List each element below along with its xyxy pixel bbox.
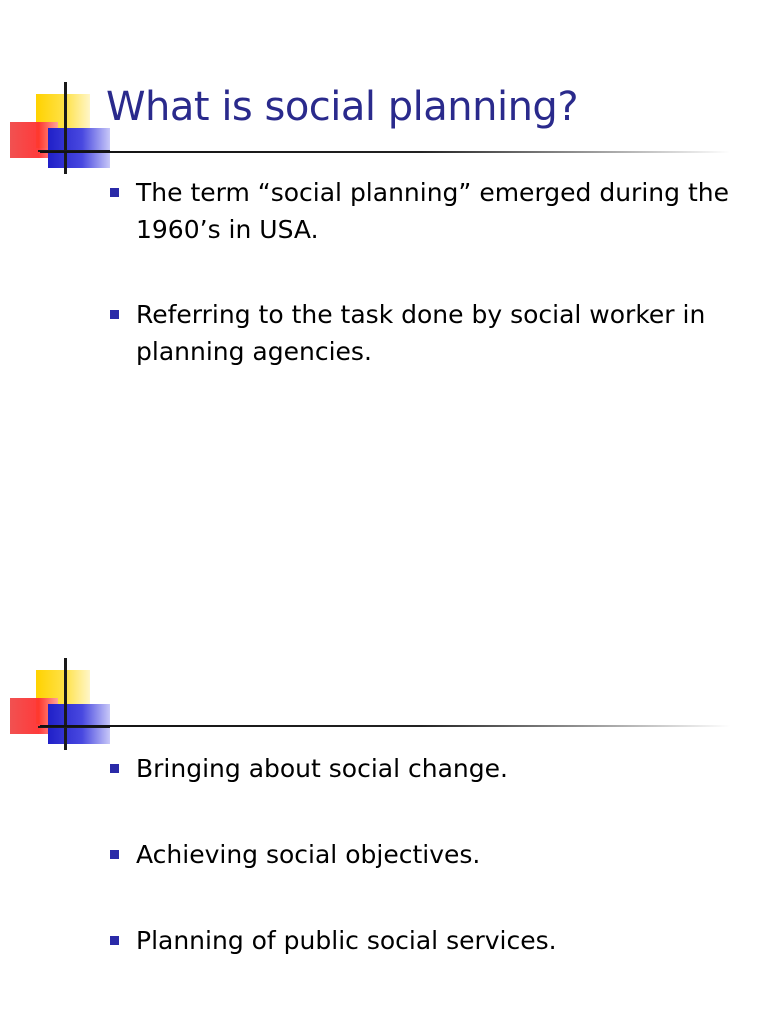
title-divider — [40, 151, 730, 153]
title-divider — [40, 725, 730, 727]
bullet-square-icon — [110, 850, 119, 859]
bullet-text: Achieving social objectives. — [136, 840, 481, 869]
bullet-text: Bringing about social change. — [136, 754, 508, 783]
bullet-text: The term “social planning” emerged during the 1960’s in USA. — [136, 178, 729, 244]
slide-logo-icon — [8, 82, 112, 174]
bullet-list — [108, 750, 738, 1008]
bullet-square-icon — [110, 310, 119, 319]
bullet-list — [108, 174, 738, 418]
slide-2 — [0, 580, 768, 1024]
bullet-text: Planning of public social services. — [136, 926, 557, 955]
bullet-square-icon — [110, 764, 119, 773]
bullet-square-icon — [110, 936, 119, 945]
bullet-item — [108, 296, 738, 370]
logo-vertical-line — [64, 82, 67, 174]
bullet-item — [108, 922, 738, 959]
slide-logo-icon — [8, 658, 112, 750]
bullet-text: Referring to the task done by social worker in planning agencies. — [136, 300, 706, 366]
bullet-item — [108, 174, 738, 248]
logo-blue-square — [48, 704, 110, 744]
bullet-item — [108, 836, 738, 873]
logo-blue-square — [48, 128, 110, 168]
bullet-square-icon — [110, 188, 119, 197]
logo-vertical-line — [64, 658, 67, 750]
slide-title: What is social planning? — [106, 84, 579, 130]
bullet-item — [108, 750, 738, 787]
